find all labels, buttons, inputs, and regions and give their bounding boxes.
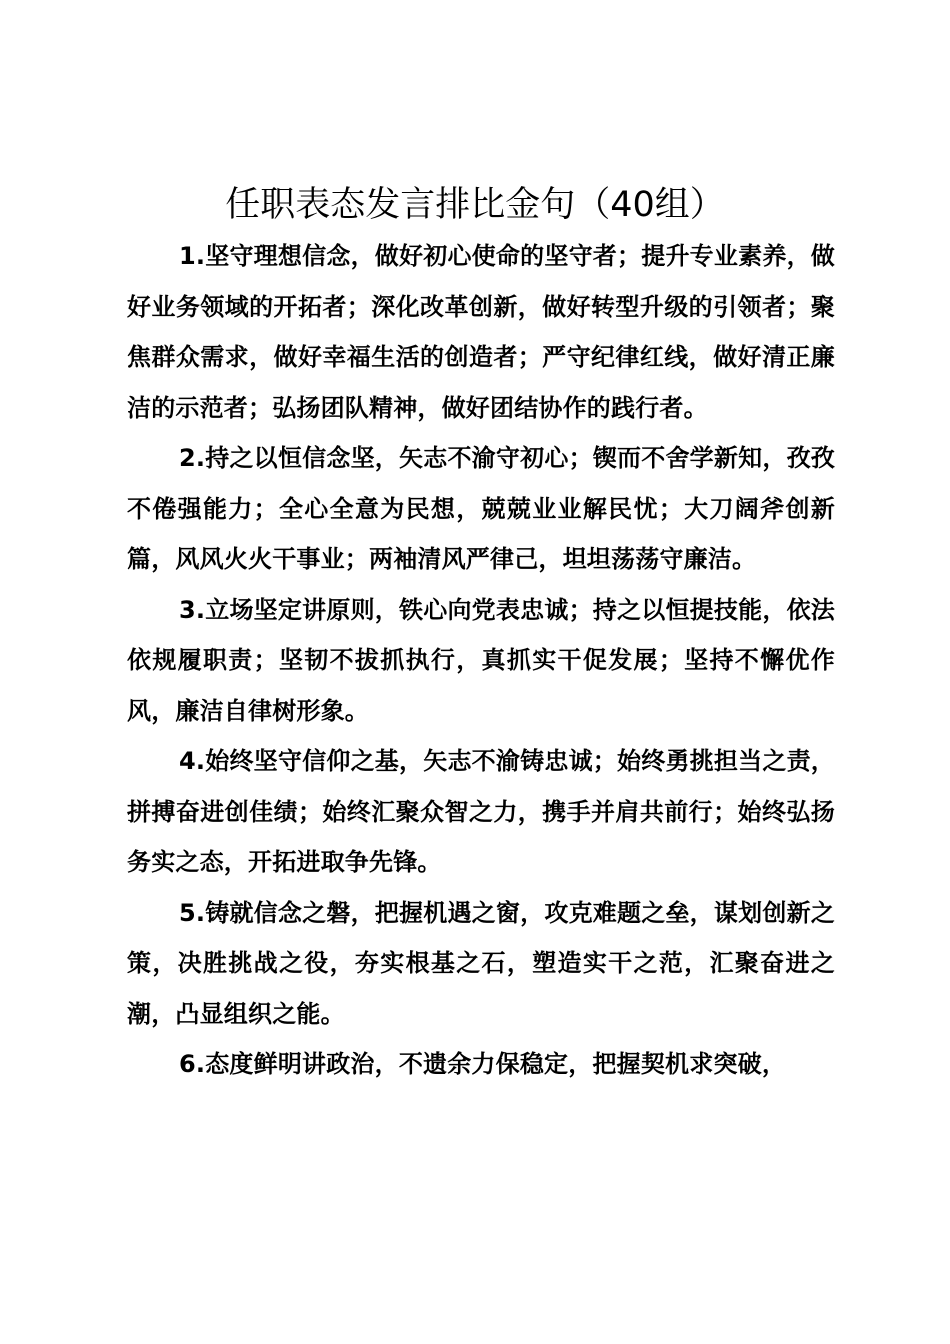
paragraph-5: 5.铸就信念之磐，把握机遇之窗，攻克难题之垒，谋划创新之策，决胜挑战之役，夯实根基之石，塑造实干之范，汇聚奋进之潮，凸显组织之能。 [127,898,835,1028]
paragraph-4: 4.始终坚守信仰之基，矢志不渝铸忠诚；始终勇挑担当之责，拼搏奋进创佳绩；始终汇聚众智之力，携手并肩共前行；始终弘扬务实之态，开拓进取争先锋。 [127,747,835,876]
paragraph-2: 2.持之以恒信念坚，矢志不渝守初心；锲而不舍学新知，孜孜不倦强能力；全心全意为民想，兢兢业业解民忧；大刀阔斧创新篇，风风火火干事业；两袖清风严律己，坦坦荡荡守廉洁。 [127,444,835,573]
document-body [127,231,835,1090]
paragraph-3: 3.立场坚定讲原则，铁心向党表忠诚；持之以恒提技能，依法依规履职责；坚韧不拔抓执行，真抓实干促发展；坚持不懈优作风，廉洁自律树形象。 [127,595,835,725]
paragraph-1: 1.坚守理想信念，做好初心使命的坚守者；提升专业素养，做好业务领域的开拓者；深化改革创新，做好转型升级的引领者；聚焦群众需求，做好幸福生活的创造者；严守纪律红线，做好清正廉洁的示范者；弘扬团队精神，做好团结协作的践行者。 [127,242,835,422]
paragraph-6: 6.态度鲜明讲政治，不遗余力保稳定，把握契机求突破， [179,1050,787,1078]
document-title: 任职表态发言排比金句（40组） [225,185,725,225]
